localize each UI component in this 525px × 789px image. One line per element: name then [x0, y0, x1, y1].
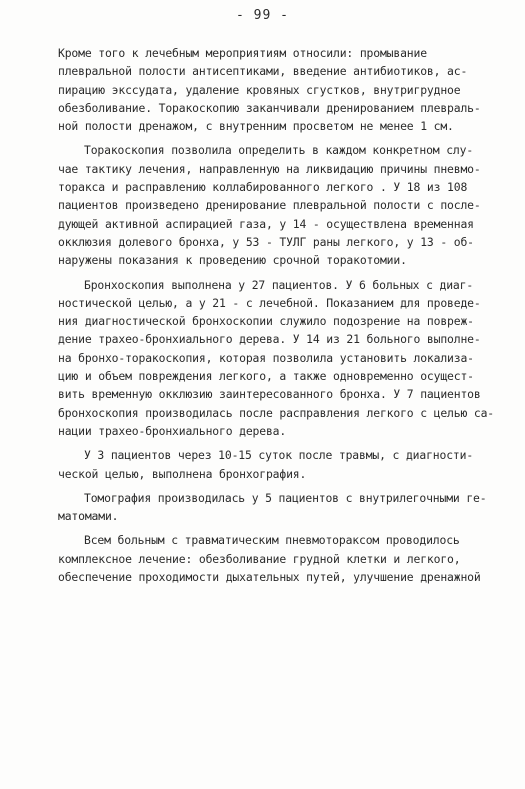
- text-line: наружены показания к проведению срочной торакотомии.: [58, 253, 407, 268]
- text-line: бронхоскопия производилась после расправления легкого с целью са-: [58, 405, 495, 420]
- paragraph: [58, 44, 498, 135]
- text-line: ностической целью, а у 21 - с лечебной. Показанием для проведе-: [58, 295, 481, 310]
- body-text: [58, 44, 498, 586]
- text-line: ния диагностической бронхоскопии служило подозрение на повреж-: [58, 314, 474, 329]
- paragraph: [58, 141, 498, 269]
- text-line: матомами.: [58, 509, 119, 524]
- text-line: Бронхоскопия выполнена у 27 пациентов. У 6 больных с диаг-: [84, 277, 474, 292]
- paragraph: [58, 531, 498, 586]
- text-line: чае тактику лечения, направленную на ликвидацию причины пневмо-: [58, 161, 481, 176]
- text-line: пациентов произведено дренирование плевральной полости с после-: [58, 198, 481, 213]
- text-line: обезболивание. Торакоскопию заканчивали дренированием плевраль-: [58, 100, 481, 115]
- text-line: Торакоскопия позволила определить в каждом конкретном слу-: [84, 143, 474, 158]
- paragraph: [58, 276, 498, 441]
- text-line: на бронхо-торакоскопия, которая позволила установить локализа-: [58, 350, 474, 365]
- text-line: пирацию экссудата, удаление кровяных сгустков, внутригрудное: [58, 82, 461, 97]
- text-line: вить временную окклюзию заинтересованного бронха. У 7 пациентов: [58, 387, 481, 402]
- text-line: дение трахео-бронхиального дерева. У 14 из 21 больного выполне-: [58, 332, 481, 347]
- text-line: плевральной полости антисептиками, введение антибиотиков, ас-: [58, 64, 468, 79]
- text-line: окклюзия долевого бронха, у 53 - ТУЛГ раны легкого, у 13 - об-: [58, 234, 474, 249]
- text-line: Кроме того к лечебным мероприятиям относили: промывание: [58, 46, 427, 60]
- text-line: обеспечение проходимости дыхательных путей, улучшение дренажной: [58, 570, 481, 585]
- text-line: Всем больным с травматическим пневмотораксом проводилось: [84, 533, 460, 548]
- paragraph: [58, 446, 498, 483]
- text-line: цию и объем повреждения легкого, а также одновременно осущест-: [58, 369, 474, 384]
- text-line: нации трахео-бронхиального дерева.: [58, 423, 287, 438]
- text-line: Томография производилась у 5 пациентов с внутрилегочными ге-: [84, 490, 487, 505]
- text-line: У 3 пациентов через 10-15 суток после травмы, с диагности-: [84, 448, 474, 463]
- text-line: дующей активной аспирацией газа, у 14 - осуществлена временная: [58, 216, 474, 231]
- text-line: торакса и расправлению коллабированного легкого . У 18 из 108: [58, 180, 468, 195]
- text-line: ной полости дренажом, с внутренним просветом не менее 1 см.: [58, 119, 454, 134]
- text-line: комплексное лечение: обезболивание грудной клетки и легкого,: [58, 551, 461, 566]
- text-line: ческой целью, выполнена бронхография.: [58, 466, 307, 481]
- paragraph: [58, 489, 498, 526]
- page-number: - 99 -: [236, 8, 289, 23]
